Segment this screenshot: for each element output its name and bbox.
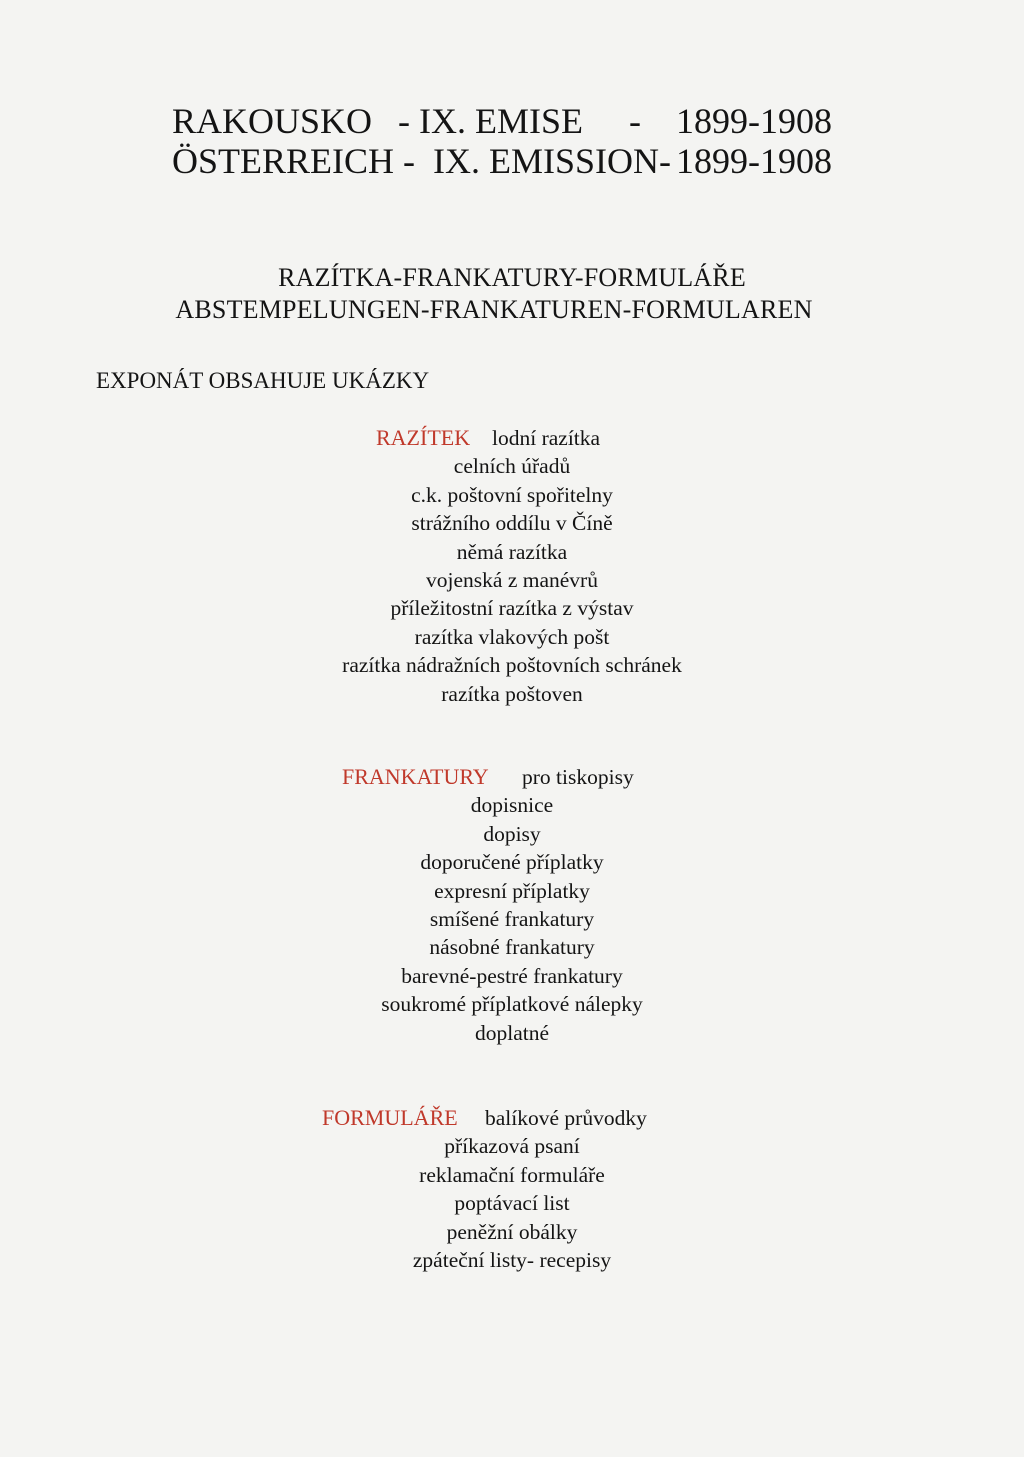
list-item: barevné-pestré frankatury <box>401 963 623 988</box>
title-emission-de: IX. EMISSION- <box>433 141 671 181</box>
list-item: c.k. poštovní spořitelny <box>411 482 613 507</box>
section-heading-row <box>0 763 1024 791</box>
list-item: expresní příplatky <box>434 878 590 903</box>
list-item: poptávací list <box>454 1191 570 1216</box>
list-item: příležitostní razítka z výstav <box>390 596 634 621</box>
list-item: vojenská z manévrů <box>426 568 598 593</box>
subtitle-cz: RAZÍTKA-FRANKATURY-FORMULÁŘE <box>278 263 746 292</box>
intro-text: EXPONÁT OBSAHUJE UKÁZKY <box>96 368 430 393</box>
section-formulare <box>0 1104 1024 1274</box>
list-item: peněžní obálky <box>446 1219 578 1244</box>
title-years-cz: 1899-1908 <box>676 101 832 141</box>
list-item: celních úřadů <box>453 454 571 479</box>
list-item: reklamační formuláře <box>419 1162 605 1187</box>
section-label-frankatury: FRANKATURY <box>342 764 489 789</box>
list-item: němá razítka <box>456 539 568 564</box>
section-label-formulare: FORMULÁŘE <box>322 1105 458 1130</box>
title-line-de <box>172 141 832 181</box>
section-heading-row <box>0 424 1024 452</box>
list-item: dopisnice <box>470 793 554 818</box>
title-separator: - <box>629 101 642 141</box>
list-item: strážního oddílu v Číně <box>411 511 613 536</box>
list-item: dopisy <box>483 821 541 846</box>
list-item: smíšené frankatury <box>429 907 595 932</box>
list-item: soukromé příplatkové nálepky <box>381 992 643 1017</box>
title-line-cz <box>172 101 832 141</box>
list-item: doporučené příplatky <box>420 850 604 875</box>
section-heading-row <box>0 1104 1024 1132</box>
title-country-de: ÖSTERREICH - <box>172 141 415 181</box>
title-country-cz: RAKOUSKO <box>172 101 373 141</box>
list-item: razítka poštoven <box>441 681 583 706</box>
section-label-razitek: RAZÍTEK <box>376 425 471 450</box>
list-item: lodní razítka <box>492 426 601 450</box>
list-item: balíkové průvodky <box>485 1106 647 1130</box>
list-item: pro tiskopisy <box>522 765 634 789</box>
section-razitek <box>0 424 1024 708</box>
list-item: zpáteční listy- recepisy <box>412 1248 612 1273</box>
subtitle-de: ABSTEMPELUNGEN-FRANKATUREN-FORMULAREN <box>175 295 813 324</box>
section-frankatury <box>0 763 1024 1047</box>
list-item: doplatné <box>474 1020 550 1045</box>
list-item: razítka vlakových pošt <box>414 624 610 649</box>
list-item: razítka nádražních poštovních schránek <box>342 653 682 678</box>
list-item: příkazová psaní <box>444 1134 580 1159</box>
title-years-de: 1899-1908 <box>676 141 832 181</box>
list-item: násobné frankatury <box>429 935 595 960</box>
title-emission-cz: - IX. EMISE <box>398 101 584 141</box>
